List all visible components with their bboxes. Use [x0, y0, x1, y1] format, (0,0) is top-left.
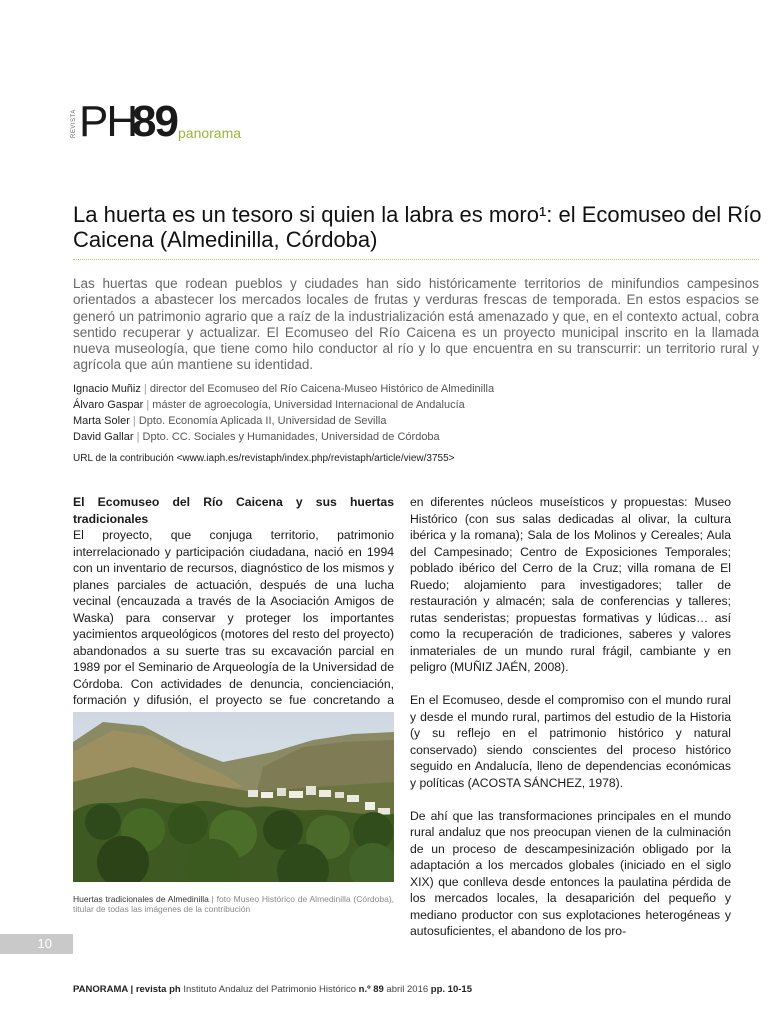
body-paragraph: en diferentes núcleos museísticos y propuestas: Museo Histórico (con sus salas dedicadas al olivar, la cultura ibérica y la romana); Sala de los Molinos y Cereales; Aula del Campesinado; Centro de Exposiciones Temporales; poblado ibérico del Cerro de la Cruz; villa romana de El Ruedo; alojamiento para investigadores; taller de restauración y almacén; sala de conferencias y talleres; rutas senderistas; propuestas formativas y lúdicas… así como la recuperación de tradiciones, saberes y valores inmateriales de un mundo rural frágil, cambiante y en peligro (MUÑIZ JAÉN, 2008).: [410, 495, 731, 674]
footer-journal: PANORAMA | revista ph: [73, 984, 181, 995]
section-label: panorama: [178, 125, 242, 141]
caption-separator: |: [208, 894, 217, 904]
author-affiliation: Dpto. Economía Aplicada II, Universidad de Sevilla: [138, 415, 387, 427]
author-name: David Gallar: [73, 431, 134, 443]
body-column-right: [410, 494, 731, 940]
body-column-left: [73, 494, 394, 725]
photo-caption: [73, 894, 394, 914]
author-line: [73, 397, 759, 413]
body-paragraph: De ahí que las transformaciones principales en el mundo rural andaluz que nos preocupan vienen de la culminación de un proceso de descampesinización obligado por la adaptación a los mercados globales (iniciado en el siglo XIX) que conlleva desde entonces la paulatina pérdida de los mercados locales, la desaparición del pequeño y mediano productor con sus explotaciones heterogéneas y autosuficientes, el abandono de los pro-: [410, 808, 731, 938]
article-title: La huerta es un tesoro si quien la labra es moro¹: el Ecomuseo del Río Caicena (Almedinilla, Córdoba): [73, 202, 762, 252]
logo-ph: PH: [79, 97, 137, 146]
author-separator: |: [140, 383, 150, 395]
author-line: [73, 381, 759, 397]
author-name: Ignacio Muñiz: [73, 383, 141, 395]
page-number: 10: [37, 936, 52, 951]
contribution-url[interactable]: URL de la contribución <www.iaph.es/revistaph/index.php/revistaph/article/view/3755>: [73, 453, 455, 464]
title-divider: [73, 259, 759, 260]
author-line: [73, 429, 759, 445]
logo-revista-label: REVISTA: [71, 109, 77, 138]
author-list: [73, 381, 759, 445]
body-paragraph: En el Ecomuseo, desde el compromiso con el mundo rural y desde el mundo rural, partimos del estudio de la Historia (y su reflejo en el patrimonio histórico y natural conservado) siendo conscientes del proceso histórico seguido en Andalucía, lleno de dependencias económicas y políticas (ACOSTA SÁNCHEZ, 1978).: [410, 693, 731, 790]
caption-credit: foto Museo Histórico de Almedinilla (Córdoba), titular de todas las imágenes de la contribución: [73, 894, 395, 914]
author-affiliation: director del Ecomuseo del Río Caicena-Museo Histórico de Almedinilla: [149, 383, 495, 395]
author-name: Marta Soler: [73, 415, 130, 427]
logo-issue-number: 89: [132, 97, 177, 146]
footer-institute: Instituto Andaluz del Patrimonio Histórico: [180, 984, 359, 995]
author-affiliation: Dpto. CC. Sociales y Humanidades, Universidad de Córdoba: [142, 431, 440, 443]
footer-date: abril 2016: [383, 984, 431, 995]
footer-issue: n.º 89: [358, 984, 384, 995]
article-abstract: Las huertas que rodean pueblos y ciudades han sido históricamente territorios de minifundios campesinos orientados a abastecer los mercados locales de frutas y verduras frescas de temporada. En estos espacios se generó un patrimonio agrario que a raíz de la industrialización está amenazado y que, en el contexto actual, cobra sentido recuperar y actualizar. El Ecomuseo del Río Caicena es un proyecto municipal inscrito en la llamada nueva museología, que tiene como hilo conductor al río y lo que encuentra en su transcurrir: un territorio rural y agrícola que aún mantiene su identidad.: [73, 276, 759, 373]
photo-huertas-almedinilla: [73, 712, 394, 882]
footer-pages: pp. 10-15: [430, 984, 472, 995]
author-affiliation: máster de agroecología, Universidad Internacional de Andalucía: [152, 399, 465, 411]
author-line: [73, 413, 759, 429]
author-name: Álvaro Gaspar: [73, 399, 144, 411]
author-separator: |: [129, 415, 139, 427]
page-footer: [73, 984, 763, 996]
author-separator: |: [143, 399, 153, 411]
body-paragraph: El proyecto, que conjuga territorio, patrimonio interrelacionado y participación ciudadana, nació en 1994 con un inventario de recursos, diagnóstico de los mismos y planes parciales de actuación, después de una lucha vecinal (encauzada a través de la Asociación Amigos de Waska) para conservar y proteger los importantes yacimientos arqueológicos (motores del resto del proyecto) abandonados a su suerte tras su excavación parcial en 1989 por el Seminario de Arqueología de la Universidad de Córdoba. Con actividades de denuncia, concienciación, formación y difusión, el proyecto se fue concretando a: [73, 528, 394, 707]
caption-title: Huertas tradicionales de Almedinilla: [73, 894, 209, 904]
section-heading: El Ecomuseo del Río Caicena y sus huertas tradicionales: [73, 495, 394, 526]
author-separator: |: [133, 431, 143, 443]
